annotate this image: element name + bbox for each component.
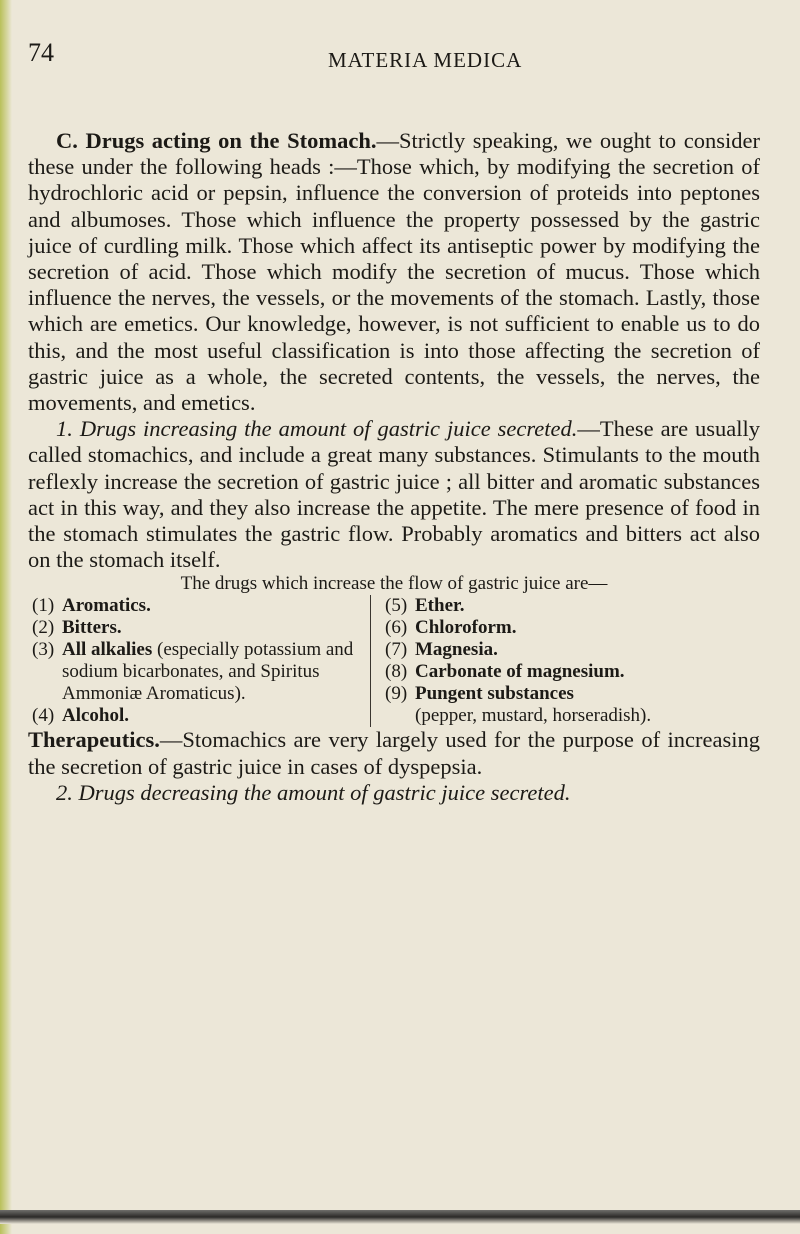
body-text xyxy=(28,128,760,806)
page-number: 74 xyxy=(28,38,54,67)
section-2-heading: 2. Drugs decreasing the amount of gastric juice secreted. xyxy=(56,779,571,805)
list-item-note: All alkalies (especially potassium and sodium bicarbonates, and Spiritus Ammoniæ Aromaticus). xyxy=(62,639,354,705)
paragraph-increasing-gastric-juice xyxy=(28,416,760,573)
book-page xyxy=(28,38,776,1198)
page-header xyxy=(28,38,776,78)
paragraph-decreasing-gastric-juice xyxy=(28,780,760,806)
section-1-heading: 1. Drugs increasing the amount of gastric juice secreted. xyxy=(56,416,578,442)
section-c-body: —Strictly speaking, we ought to consider these under the following heads :—Those which, by modifying the secretion of hydrochloric acid or pepsin, influence the conversion of proteids into peptones and albumoses. Those which influence the property possessed by the gastric juice of curdling milk. Those which affect its antiseptic power by modifying the secretion of acid. Those which modify the secretion of mucus. Those which influence the nerves, the vessels, or the movements of the stomach. Lastly, those which are emetics. Our knowledge, however, is not sufficient to enable us to do this, and the most useful classification is into those affecting the secretion of gastric juice as a whole, the secreted contents, the vessels, the nerves, the movements, and emetics. xyxy=(28,128,760,416)
page-bottom-edge xyxy=(0,1210,800,1224)
therapeutics-body: —Stomachics are very largely used for the purpose of increasing the secretion of gastric juice in cases of dyspepsia. xyxy=(28,727,760,779)
list-item: (9) Pungent substances (pepper, mustard, horseradish). xyxy=(385,683,652,727)
paragraph-stomach-drugs xyxy=(28,128,760,416)
drug-list-intro: The drugs which increase the flow of gastric juice are— xyxy=(180,573,608,595)
list-item: (4) Alcohol. xyxy=(32,705,130,727)
section-c-heading: C. Drugs acting on the Stomach. xyxy=(56,128,377,153)
drug-list-right-column xyxy=(371,595,695,727)
drug-list xyxy=(28,595,760,727)
section-1-body: —These are usually called stomachics, and include a great many substances. Stimulants to the mouth reflexly increase the secretion of gastric juice ; all bitter and aromatic substances act in this way, and they also increase the appetite. The mere presence of food in the stomach stimulates the gastric flow. Probably aromatics and bitters act also on the stomach itself. xyxy=(28,416,760,573)
list-item: (7) Magnesia. xyxy=(385,639,498,661)
page-edge xyxy=(0,0,12,1234)
list-item: (3) All alkalies (especially potassium and sodium bicarbonates, and Spiritus Ammoniæ Aromaticus). xyxy=(32,639,360,705)
list-item: (8) Carbonate of magnesium. xyxy=(385,661,625,683)
list-item: (1) Aromatics. xyxy=(32,595,151,617)
list-item: (2) Bitters. xyxy=(32,617,122,639)
list-item: (6) Chloroform. xyxy=(385,617,517,639)
therapeutics-heading: Therapeutics. xyxy=(28,727,160,753)
drug-list-left-column xyxy=(28,595,371,727)
paragraph-therapeutics xyxy=(28,727,760,779)
running-head: MATERIA MEDICA xyxy=(328,48,523,72)
list-item: (5) Ether. xyxy=(385,595,465,617)
